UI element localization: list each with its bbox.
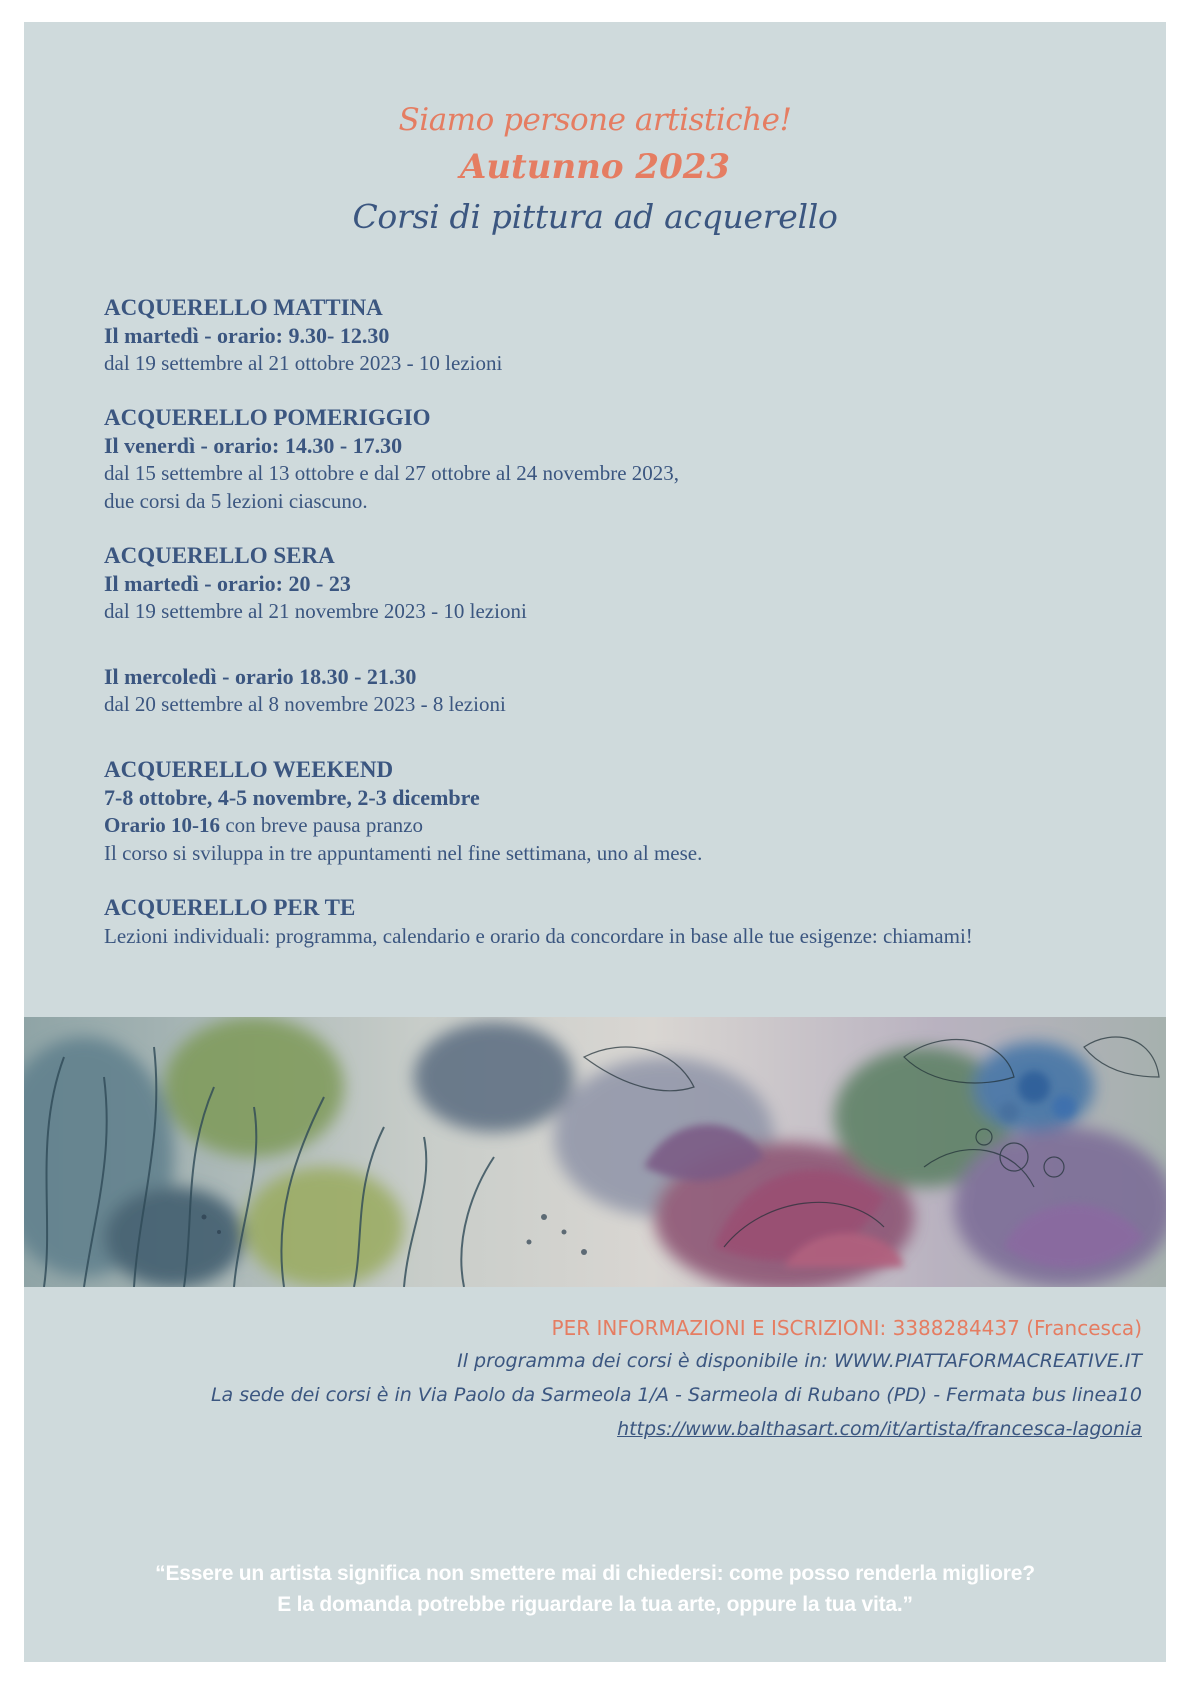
venue-address: La sede dei corsi è in Via Paolo da Sarmeola 1/A - Sarmeola di Rubano (PD) - Fermata bus linea10 xyxy=(210,1384,1142,1406)
course-list xyxy=(104,294,1144,977)
course-schedule: Il venerdì - orario: 14.30 - 17.30 xyxy=(104,433,403,458)
course-weekend xyxy=(104,756,1144,867)
course-pomeriggio xyxy=(104,404,1144,515)
course-schedule: Il martedì - orario: 9.30- 12.30 xyxy=(104,323,390,348)
course-title: ACQUERELLO SERA xyxy=(104,543,335,568)
course-schedule: Il mercoledì - orario 18.30 - 21.30 xyxy=(104,664,417,689)
closing-quote xyxy=(24,1558,1166,1620)
season-title: Autunno 2023 xyxy=(459,147,731,187)
course-title: ACQUERELLO POMERIGGIO xyxy=(104,405,431,430)
watercolor-illustration xyxy=(24,1017,1166,1287)
tagline: Siamo persone artistiche! xyxy=(398,102,792,138)
course-title: ACQUERELLO WEEKEND xyxy=(104,757,394,782)
quote-line-2: E la domanda potrebbe riguardare la tua arte, oppure la tua vita.” xyxy=(277,1593,913,1616)
flyer-sheet xyxy=(24,22,1166,1662)
course-schedule: 7-8 ottobre, 4-5 novembre, 2-3 dicembre xyxy=(104,785,480,810)
program-info: Il programma dei corsi è disponibile in: WWW.PIATTAFORMACREATIVE.IT xyxy=(457,1350,1142,1372)
contact-phone: PER INFORMAZIONI E ISCRIZIONI: 3388284437 (Francesca) xyxy=(551,1316,1142,1340)
watercolor-banner xyxy=(24,1017,1166,1287)
quote-line-1: “Essere un artista significa non smettere mai di chiedersi: come posso renderla migliore? xyxy=(155,1562,1035,1585)
course-note: due corsi da 5 lezioni ciascuno. xyxy=(104,489,368,513)
header xyxy=(24,97,1166,243)
course-hours-rest: con breve pausa pranzo xyxy=(220,813,423,837)
course-sera-mercoledi xyxy=(104,663,1144,718)
course-hours-bold: Orario 10-16 xyxy=(104,813,221,837)
course-dates: dal 19 settembre al 21 novembre 2023 - 10 lezioni xyxy=(104,599,527,623)
subtitle: Corsi di pittura ad acquerello xyxy=(352,197,838,236)
course-title: ACQUERELLO PER TE xyxy=(104,895,356,920)
course-sera xyxy=(104,542,1144,625)
course-mattina xyxy=(104,294,1144,377)
course-hours xyxy=(104,811,1144,839)
course-per-te xyxy=(104,894,1144,950)
course-title: ACQUERELLO MATTINA xyxy=(104,295,383,320)
artist-profile-link[interactable]: https://www.balthasart.com/it/artista/francesca-lagonia xyxy=(617,1418,1142,1440)
contact-info xyxy=(211,1312,1142,1446)
course-dates: dal 19 settembre al 21 ottobre 2023 - 10 lezioni xyxy=(104,351,503,375)
course-dates: dal 15 settembre al 13 ottobre e dal 27 ottobre al 24 novembre 2023, xyxy=(104,461,680,485)
course-description: Il corso si sviluppa in tre appuntamenti nel fine settimana, uno al mese. xyxy=(104,841,703,865)
course-dates: dal 20 settembre al 8 novembre 2023 - 8 lezioni xyxy=(104,692,506,716)
course-description: Lezioni individuali: programma, calendario e orario da concordare in base alle tue esigenze: chiamami! xyxy=(104,924,973,948)
course-schedule: Il martedì - orario: 20 - 23 xyxy=(104,571,351,596)
